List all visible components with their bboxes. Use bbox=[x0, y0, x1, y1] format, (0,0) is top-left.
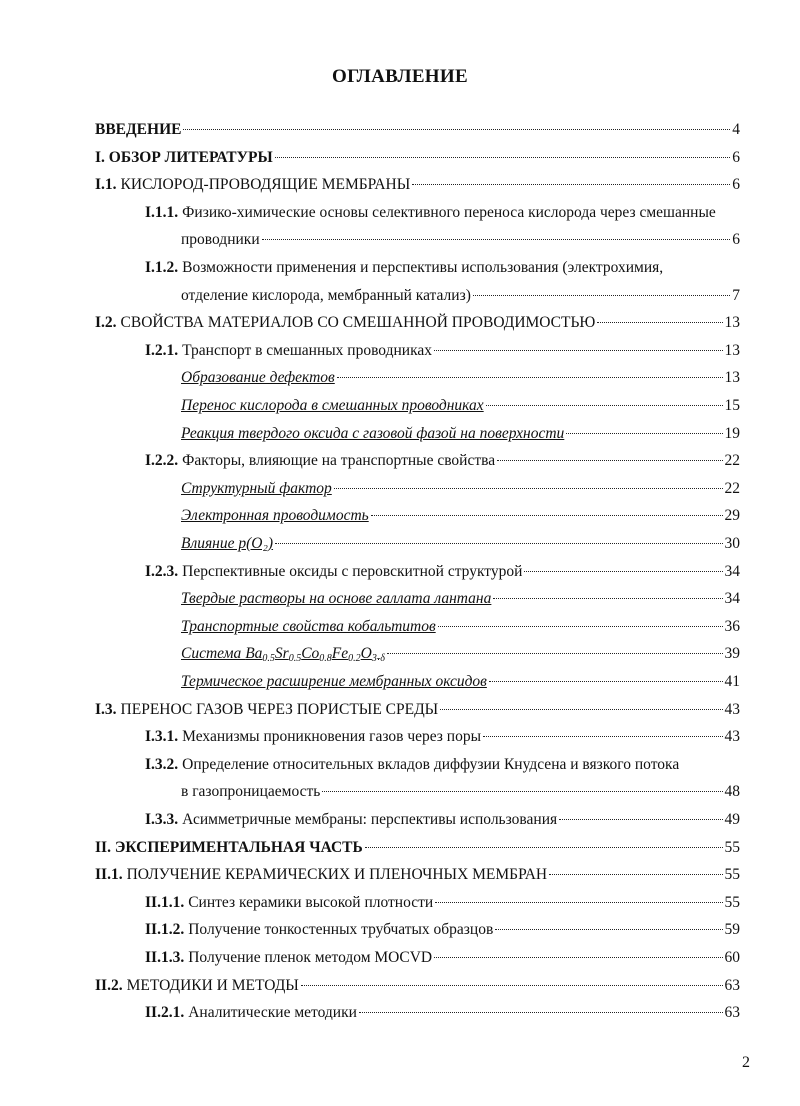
toc-entry-continuation[interactable] bbox=[181, 282, 740, 310]
entry-number: II.1.2. bbox=[145, 921, 185, 939]
entry-number: II.2.1. bbox=[145, 1004, 185, 1022]
dot-leader bbox=[438, 626, 723, 627]
toc-entry[interactable] bbox=[181, 392, 740, 420]
entry-title: ПЕРЕНОС ГАЗОВ ЧЕРЕЗ ПОРИСТЫЕ СРЕДЫ bbox=[120, 700, 439, 718]
toc-entry[interactable] bbox=[181, 475, 740, 503]
toc-entry[interactable] bbox=[181, 668, 740, 696]
dot-leader bbox=[371, 515, 723, 516]
dot-leader bbox=[566, 433, 722, 434]
formula-subscript: 0.5 bbox=[288, 653, 302, 665]
toc-entry[interactable] bbox=[145, 254, 740, 282]
formula-element: Sr bbox=[274, 645, 289, 663]
entry-title: Механизмы проникновения газов через поры bbox=[182, 728, 482, 746]
dot-leader bbox=[495, 929, 722, 930]
entry-page: 43 bbox=[724, 700, 740, 718]
entry-page: 43 bbox=[724, 728, 740, 746]
dot-leader bbox=[497, 460, 722, 461]
dot-leader bbox=[489, 681, 723, 682]
dot-leader bbox=[549, 874, 722, 875]
entry-page: 48 bbox=[724, 783, 740, 801]
entry-page: 49 bbox=[724, 811, 740, 828]
entry-number: I.2.2. bbox=[145, 452, 179, 470]
entry-title: МЕТОДИКИ И МЕТОДЫ bbox=[126, 976, 299, 994]
entry-title: Влияние p(O₂) bbox=[181, 535, 274, 552]
entry-title: I. ОБЗОР ЛИТЕРАТУРЫ bbox=[95, 148, 273, 166]
entry-title: Твердые растворы на основе галлата лантана bbox=[181, 590, 492, 608]
toc-entry-continuation[interactable] bbox=[181, 778, 740, 806]
dot-leader bbox=[559, 819, 722, 820]
entry-title-continuation: в газопроницаемость bbox=[181, 783, 321, 801]
toc-entry[interactable] bbox=[95, 309, 740, 337]
dot-leader bbox=[334, 488, 723, 489]
entry-title: Аналитические методики bbox=[188, 1004, 357, 1022]
dot-leader bbox=[262, 239, 731, 240]
toc-entry[interactable] bbox=[145, 806, 740, 834]
entry-page: 6 bbox=[732, 231, 740, 249]
entry-title: ВВЕДЕНИЕ bbox=[95, 121, 182, 138]
entry-title: ПОЛУЧЕНИЕ КЕРАМИЧЕСКИХ И ПЛЕНОЧНЫХ МЕМБРАН bbox=[126, 866, 548, 884]
dot-leader bbox=[434, 957, 722, 958]
entry-number: I.2. bbox=[95, 314, 117, 332]
entry-page: 6 bbox=[732, 148, 740, 166]
entry-title: Перенос кислорода в смешанных проводниках bbox=[181, 397, 484, 414]
formula-subscript: 3-δ bbox=[371, 653, 385, 665]
toc-entry[interactable] bbox=[95, 116, 740, 144]
page-number: 2 bbox=[742, 1054, 750, 1071]
dot-leader bbox=[524, 571, 722, 572]
entry-title: СВОЙСТВА МАТЕРИАЛОВ СО СМЕШАННОЙ ПРОВОДИМОСТЬЮ bbox=[120, 314, 596, 332]
dot-leader bbox=[486, 405, 723, 406]
entry-page: 29 bbox=[724, 507, 740, 525]
dot-leader bbox=[412, 184, 730, 185]
entry-page: 6 bbox=[732, 176, 740, 194]
toc-entry[interactable] bbox=[95, 144, 740, 172]
entry-title: Возможности применения и перспективы использования (электрохимия, bbox=[182, 259, 664, 276]
entry-page: 22 bbox=[724, 479, 740, 497]
entry-number: II.2. bbox=[95, 976, 123, 994]
entry-page: 19 bbox=[724, 424, 740, 442]
dot-leader bbox=[434, 350, 722, 351]
toc-entry[interactable] bbox=[145, 999, 740, 1027]
entry-number: I.2.1. bbox=[145, 341, 179, 359]
formula-element: Co bbox=[301, 645, 320, 663]
entry-page: 4 bbox=[732, 121, 740, 138]
toc-entry[interactable] bbox=[145, 944, 740, 972]
entry-page: 7 bbox=[732, 286, 740, 304]
entry-title: Факторы, влияющие на транспортные свойства bbox=[182, 452, 496, 470]
entry-page: 63 bbox=[724, 976, 740, 994]
toc-entry[interactable] bbox=[95, 972, 740, 1000]
toc-entry[interactable] bbox=[145, 199, 740, 227]
entry-title: Термическое расширение мембранных оксидов bbox=[181, 673, 487, 690]
entry-page: 15 bbox=[724, 397, 740, 414]
entry-page: 60 bbox=[724, 949, 740, 966]
dot-leader bbox=[359, 1012, 723, 1013]
entry-title: Физико-химические основы селективного переноса кислорода через смешанные bbox=[182, 203, 716, 221]
toc-entry[interactable] bbox=[145, 889, 740, 917]
entry-title: Транспорт в смешанных проводниках bbox=[182, 341, 433, 359]
entry-title: Система $Ba_{0.5}Sr_{0.5}Co_{0.8}Fe_{0.2}O_{3-\delta}$ bbox=[181, 645, 385, 665]
entry-title: Реакция твердого оксида с газовой фазой на поверхности bbox=[181, 424, 565, 442]
toc-entry[interactable] bbox=[181, 613, 740, 641]
entry-number: I.1. bbox=[95, 176, 117, 194]
entry-number: II.1.1. bbox=[145, 893, 185, 911]
entry-title: Транспортные свойства кобальтитов bbox=[181, 617, 436, 635]
entry-page: 13 bbox=[724, 369, 740, 387]
entry-title-continuation: отделение кислорода, мембранный катализ) bbox=[181, 286, 471, 304]
dot-leader bbox=[493, 598, 722, 599]
entry-number: II.1.3. bbox=[145, 949, 185, 966]
dot-leader bbox=[337, 377, 723, 378]
toc-entry[interactable] bbox=[145, 916, 740, 944]
entry-number: I.3. bbox=[95, 700, 117, 718]
formula-element: O bbox=[360, 645, 372, 663]
formula-element: Fe bbox=[331, 645, 349, 663]
dot-leader bbox=[387, 653, 723, 654]
toc-entry[interactable] bbox=[95, 834, 740, 862]
dot-leader bbox=[275, 543, 722, 544]
entry-title: Электронная проводимость bbox=[181, 507, 369, 525]
toc-entry[interactable] bbox=[181, 364, 740, 392]
toc-entry[interactable] bbox=[181, 420, 740, 448]
entry-page: 39 bbox=[724, 645, 740, 663]
entry-title: Получение пленок методом MOCVD bbox=[188, 949, 433, 966]
entry-number: I.2.3. bbox=[145, 562, 179, 580]
dot-leader bbox=[275, 157, 731, 158]
toc-entry[interactable] bbox=[145, 558, 740, 586]
entry-page: 55 bbox=[724, 893, 740, 911]
formula-subscript: 0.2 bbox=[348, 653, 361, 665]
entry-title: КИСЛОРОД-ПРОВОДЯЩИЕ МЕМБРАНЫ bbox=[120, 176, 411, 194]
entry-title: Получение тонкостенных трубчатых образцов bbox=[188, 921, 494, 939]
entry-title: Асимметричные мембраны: перспективы использования bbox=[182, 811, 558, 828]
entry-page: 34 bbox=[724, 590, 740, 608]
dot-leader bbox=[440, 709, 722, 710]
entry-title: II. ЭКСПЕРИМЕНТАЛЬНАЯ ЧАСТЬ bbox=[95, 838, 363, 856]
entry-page: 13 bbox=[724, 314, 740, 332]
entry-title: Перспективные оксиды с перовскитной структурой bbox=[182, 562, 523, 580]
page-title: ОГЛАВЛЕНИЕ bbox=[332, 66, 468, 87]
entry-page: 63 bbox=[724, 1004, 740, 1022]
toc-entry-continuation[interactable] bbox=[181, 226, 740, 254]
entry-page: 13 bbox=[724, 341, 740, 359]
entry-number: I.1.1. bbox=[145, 203, 179, 221]
dot-leader bbox=[365, 847, 723, 848]
dot-leader bbox=[435, 902, 722, 903]
dot-leader bbox=[597, 322, 722, 323]
entry-title: Определение относительных вкладов диффузии Кнудсена и вязкого потока bbox=[182, 755, 680, 773]
entry-number: I.1.2. bbox=[145, 259, 179, 276]
entry-page: 22 bbox=[724, 452, 740, 470]
entry-page: 55 bbox=[724, 866, 740, 884]
dot-leader bbox=[483, 736, 722, 737]
entry-number: I.3.1. bbox=[145, 728, 179, 746]
toc-entry[interactable] bbox=[145, 337, 740, 365]
entry-title-continuation: проводники bbox=[181, 231, 260, 249]
dot-leader bbox=[301, 985, 723, 986]
toc-entry[interactable] bbox=[95, 171, 740, 199]
formula-subscript: 0.5 bbox=[262, 653, 275, 665]
entry-title: Синтез керамики высокой плотности bbox=[188, 893, 434, 911]
toc-entry[interactable] bbox=[95, 696, 740, 724]
toc-entry[interactable] bbox=[145, 751, 740, 779]
entry-title: Образование дефектов bbox=[181, 369, 335, 387]
formula-subscript: 0.8 bbox=[319, 653, 332, 665]
entry-page: 30 bbox=[724, 535, 740, 552]
entry-page: 59 bbox=[724, 921, 740, 939]
toc-entry[interactable] bbox=[145, 447, 740, 475]
entry-title: Структурный фактор bbox=[181, 479, 332, 497]
entry-number: I.3.3. bbox=[145, 811, 179, 828]
entry-number: II.1. bbox=[95, 866, 123, 884]
toc-entry[interactable] bbox=[181, 585, 740, 613]
toc-entry[interactable] bbox=[181, 640, 740, 668]
toc-entry[interactable] bbox=[95, 861, 740, 889]
entry-page: 34 bbox=[724, 562, 740, 580]
dot-leader bbox=[322, 791, 722, 792]
toc-entry[interactable] bbox=[181, 530, 740, 558]
entry-page: 41 bbox=[724, 673, 740, 690]
entry-page: 55 bbox=[724, 838, 740, 856]
dot-leader bbox=[183, 129, 730, 130]
toc-entry[interactable] bbox=[181, 502, 740, 530]
entry-page: 36 bbox=[724, 617, 740, 635]
dot-leader bbox=[473, 295, 730, 296]
entry-number: I.3.2. bbox=[145, 755, 179, 773]
formula-element: Ba bbox=[245, 645, 263, 663]
toc-entry[interactable] bbox=[145, 723, 740, 751]
